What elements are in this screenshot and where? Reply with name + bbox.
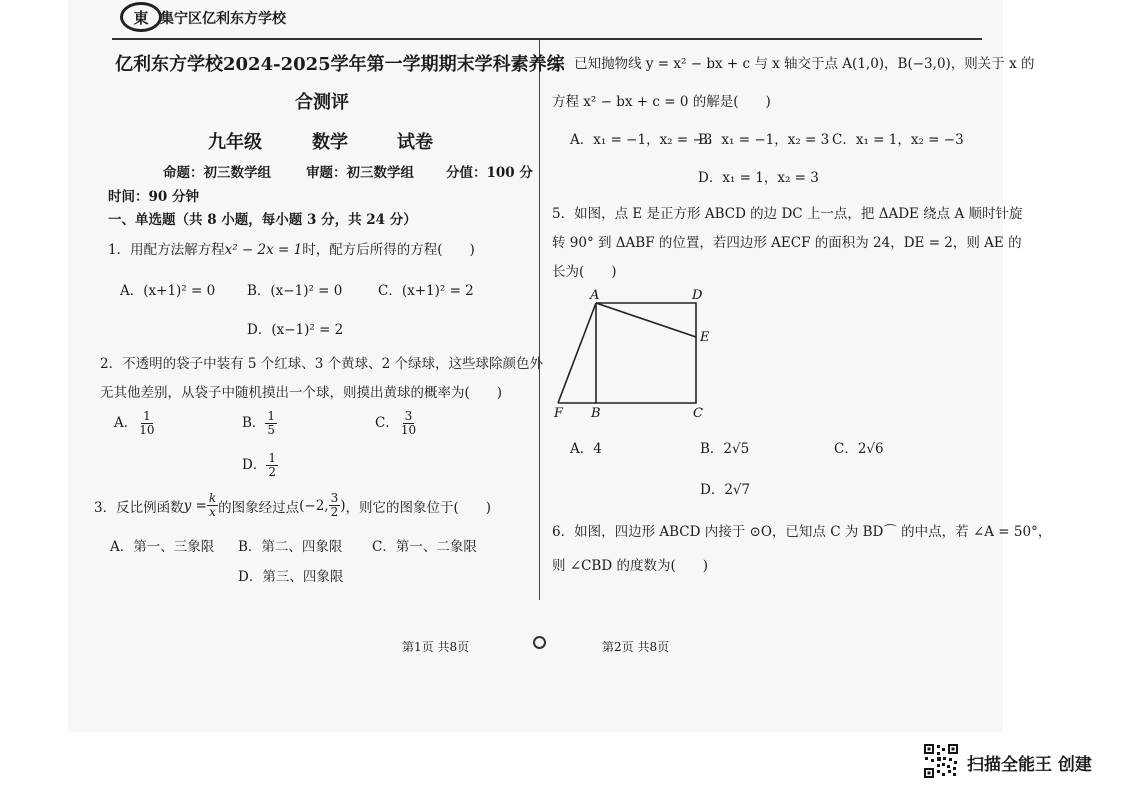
binding-hole-icon: [533, 636, 546, 649]
q4-option-a: A．x₁ = −1，x₂ = −3: [570, 132, 713, 148]
question-5-line3: 长为( ): [552, 264, 617, 280]
reviewer-info: 审题：初三数学组: [306, 165, 414, 181]
q5-option-d: D．2√7: [700, 482, 751, 498]
exam-title-line2: 合测评: [295, 92, 349, 113]
label-b: B: [591, 406, 601, 420]
scanner-brand-text: 扫描全能王 创建: [967, 755, 1092, 775]
question-4-line1: 4．已知抛物线 y = x² − bx + c 与 x 轴交于点 A(1,0)，B(−3,0)，则关于 x 的: [552, 56, 1035, 72]
column-divider: [539, 40, 540, 600]
label-e: E: [700, 330, 710, 345]
q3-option-c: C．第一、二象限: [372, 539, 477, 555]
label-d: D: [692, 288, 703, 303]
question-2-line2: 无其他差别，从袋子中随机摸出一个球，则摸出黄球的概率为( ): [100, 385, 503, 401]
label-c: C: [693, 406, 703, 420]
page-number-right: 第2页 共8页: [602, 640, 670, 654]
school-logo: 東: [120, 2, 162, 32]
q2-option-c: C． $\frac{3}{10}$: [375, 409, 417, 437]
grade-label: 九年级: [208, 132, 262, 153]
q1-option-d: D．(x−1)² = 2: [247, 322, 344, 338]
time-info: 时间：90 分钟: [108, 189, 199, 205]
exam-title-line1: 亿利东方学校2024-2025学年第一学期期末学科素养综: [115, 54, 565, 75]
q4-option-d: D．x₁ = 1，x₂ = 3: [698, 170, 819, 186]
subject-label: 数学: [312, 132, 348, 153]
segment-ae: [596, 303, 696, 337]
q2-option-b: B． $\frac{1}{5}$: [242, 409, 276, 437]
q3-option-d: D．第三、四象限: [238, 569, 344, 585]
q2-option-a: A． $\frac{1}{10}$: [114, 409, 155, 437]
q4-option-c: C．x₁ = 1，x₂ = −3: [832, 132, 964, 148]
label-a: A: [590, 288, 600, 303]
question-5-line1: 5．如图，点 E 是正方形 ABCD 的边 DC 上一点，把 ΔADE 绕点 A 顺时针旋: [552, 206, 1023, 222]
q4-option-b: B．x₁ = −1，x₂ = 3: [698, 132, 830, 148]
score-info: 分值：100 分: [446, 165, 533, 181]
question-6-line1: 6．如图，四边形 ABCD 内接于 ⊙O，已知点 C 为 BD⌒ 的中点，若 ∠A = 50°，: [552, 524, 1052, 540]
question-3-stem: 3．反比例函数 y = $\frac{k}{x}$ 的图象经过点 (−2, $\frac{3}{2}$ ) ，则它的图象位于( ): [94, 491, 492, 519]
question-4-line2: 方程 x² − bx + c = 0 的解是( ): [552, 94, 771, 110]
question-1-stem: 1．用配方法解方程x² − 2x = 1时，配方后所得的方程( ): [108, 242, 475, 258]
question-6-line2: 则 ∠CBD 的度数为( ): [552, 558, 709, 574]
header-divider: [112, 38, 982, 40]
label-f: F: [554, 406, 564, 420]
q5-option-a: A．4: [570, 441, 602, 457]
qr-code-icon: [923, 743, 959, 779]
school-name-header: 集宁区亿利东方学校: [160, 11, 286, 27]
q1-option-b: B．(x−1)² = 0: [247, 283, 343, 299]
square-rotation-figure: [548, 285, 718, 420]
page-number-left: 第1页 共8页: [402, 640, 470, 654]
q1-option-c: C．(x+1)² = 2: [378, 283, 474, 299]
section-heading: 一、单选题（共 8 小题，每小题 3 分，共 24 分）: [108, 212, 417, 228]
q2-option-d: D． $\frac{1}{2}$: [242, 451, 276, 479]
square-abcd: [596, 303, 696, 403]
question-5-line2: 转 90° 到 ΔABF 的位置，若四边形 AECF 的面积为 24，DE = 2，则 AE 的: [552, 235, 1022, 251]
question-2-line1: 2．不透明的袋子中装有 5 个红球、3 个黄球、2 个绿球，这些球除颜色外: [100, 356, 544, 372]
paper-label: 试卷: [397, 132, 433, 153]
q5-option-b: B．2√5: [700, 441, 750, 457]
q1-option-a: A．(x+1)² = 0: [120, 283, 216, 299]
q3-option-a: A．第一、三象限: [110, 539, 215, 555]
segment-af: [558, 303, 596, 403]
setter-info: 命题：初三数学组: [163, 165, 271, 181]
q3-option-b: B．第二、四象限: [238, 539, 343, 555]
q5-option-c: C．2√6: [834, 441, 884, 457]
